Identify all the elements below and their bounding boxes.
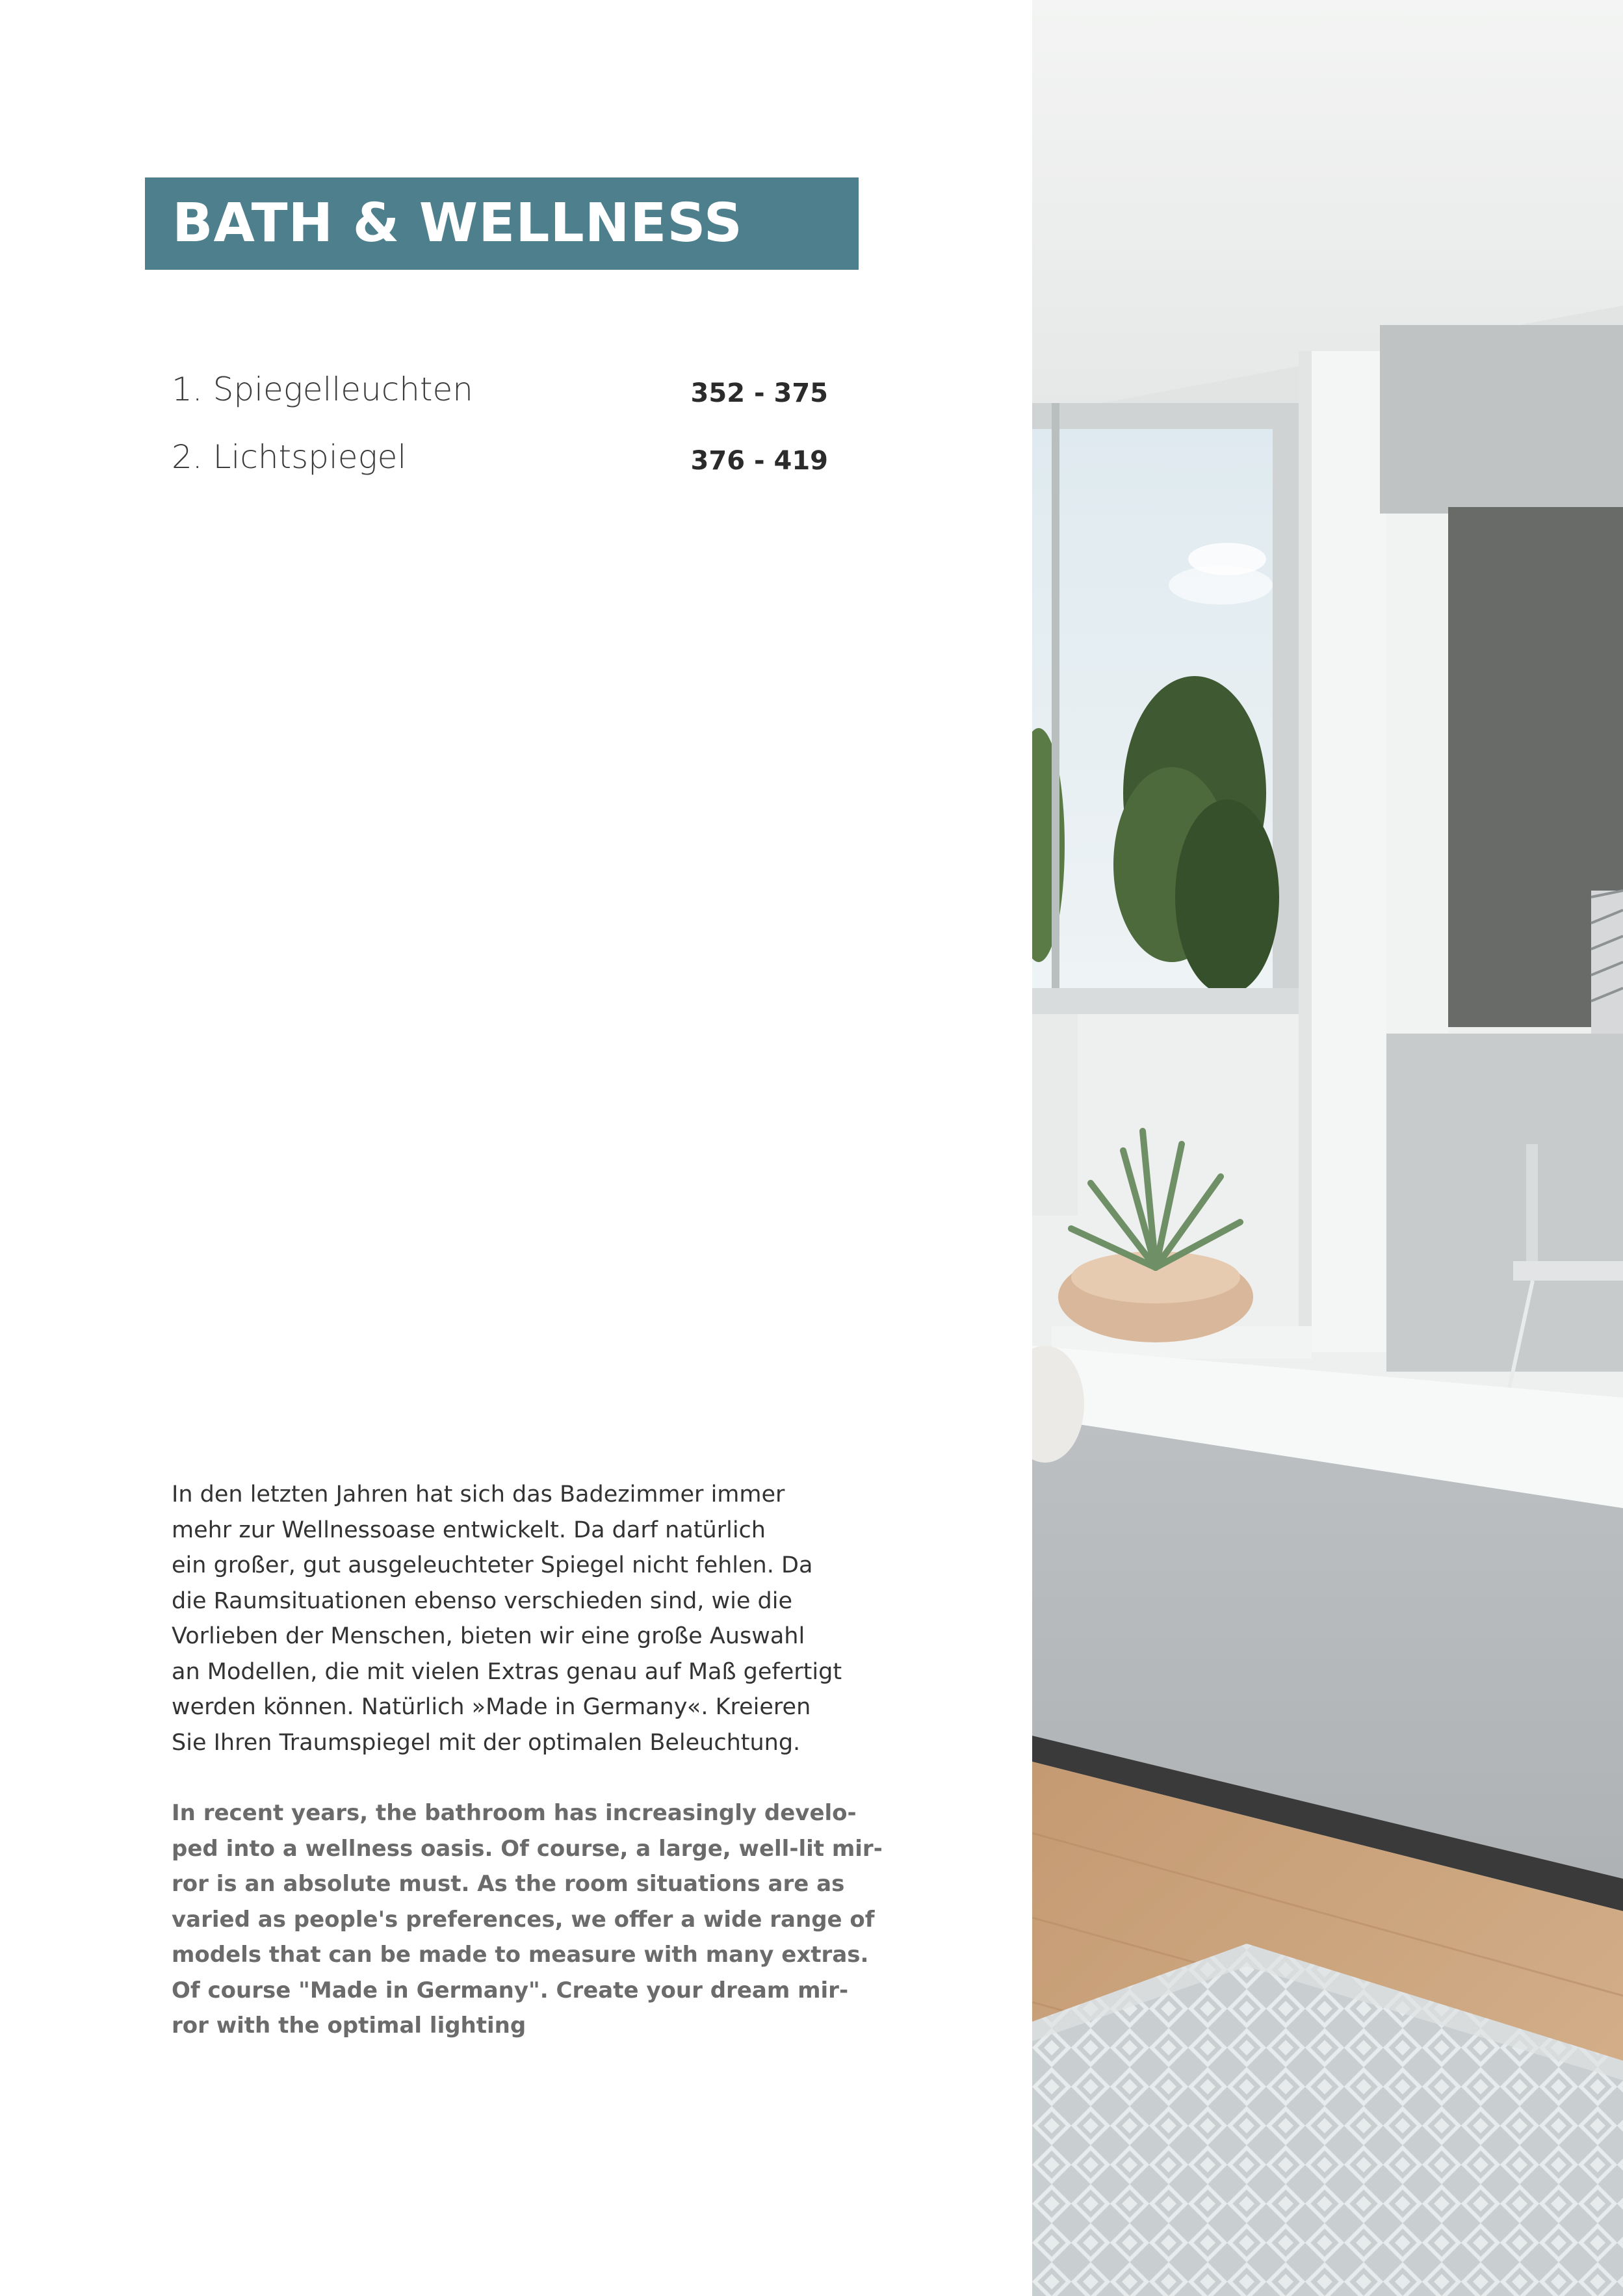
text-line: werden können. Natürlich »Made in Germany«. Kreieren xyxy=(172,1694,811,1720)
text-line: Sie Ihren Traumspiegel mit der optimalen Beleuchtung. xyxy=(172,1729,801,1756)
text-line: models that can be made to measure with many extras. xyxy=(172,1942,869,1968)
toc-item-label: 1. Spiegelleuchten xyxy=(172,371,473,408)
text-line: varied as people's preferences, we offer a wide range of xyxy=(172,1906,875,1933)
toc-item[interactable] xyxy=(172,371,828,438)
text-line: Vorlieben der Menschen, bieten wir eine große Auswahl xyxy=(172,1623,805,1649)
description-english xyxy=(172,1795,883,2044)
toc-item-label: 2. Lichtspiegel xyxy=(172,438,407,476)
text-line: In recent years, the bathroom has increasingly develo- xyxy=(172,1800,857,1826)
text-line: ein großer, gut ausgeleuchteter Spiegel nicht fehlen. Da xyxy=(172,1552,813,1578)
toc-item-pages: 376 - 419 xyxy=(690,446,828,476)
text-line: an Modellen, die mit vielen Extras genau auf Maß gefertigt xyxy=(172,1658,842,1685)
section-title-bar xyxy=(145,177,859,270)
bathroom-photo xyxy=(1032,0,1623,2296)
text-line: In den letzten Jahren hat sich das Badezimmer immer xyxy=(172,1481,785,1507)
description-german xyxy=(172,1477,842,1760)
table-of-contents xyxy=(172,371,828,506)
text-line: Of course "Made in Germany". Create your dream mir- xyxy=(172,1977,849,2003)
toc-item[interactable] xyxy=(172,438,828,506)
text-line: die Raumsituationen ebenso verschieden sind, wie die xyxy=(172,1587,793,1614)
toc-item-pages: 352 - 375 xyxy=(690,378,828,408)
text-line: mehr zur Wellnessoase entwickelt. Da darf natürlich xyxy=(172,1517,766,1543)
text-line: ror is an absolute must. As the room situations are as xyxy=(172,1871,845,1897)
text-line: ror with the optimal lighting xyxy=(172,2013,526,2039)
text-line: ped into a wellness oasis. Of course, a large, well-lit mir- xyxy=(172,1835,883,1862)
section-title: BATH & WELLNESS xyxy=(172,192,743,254)
